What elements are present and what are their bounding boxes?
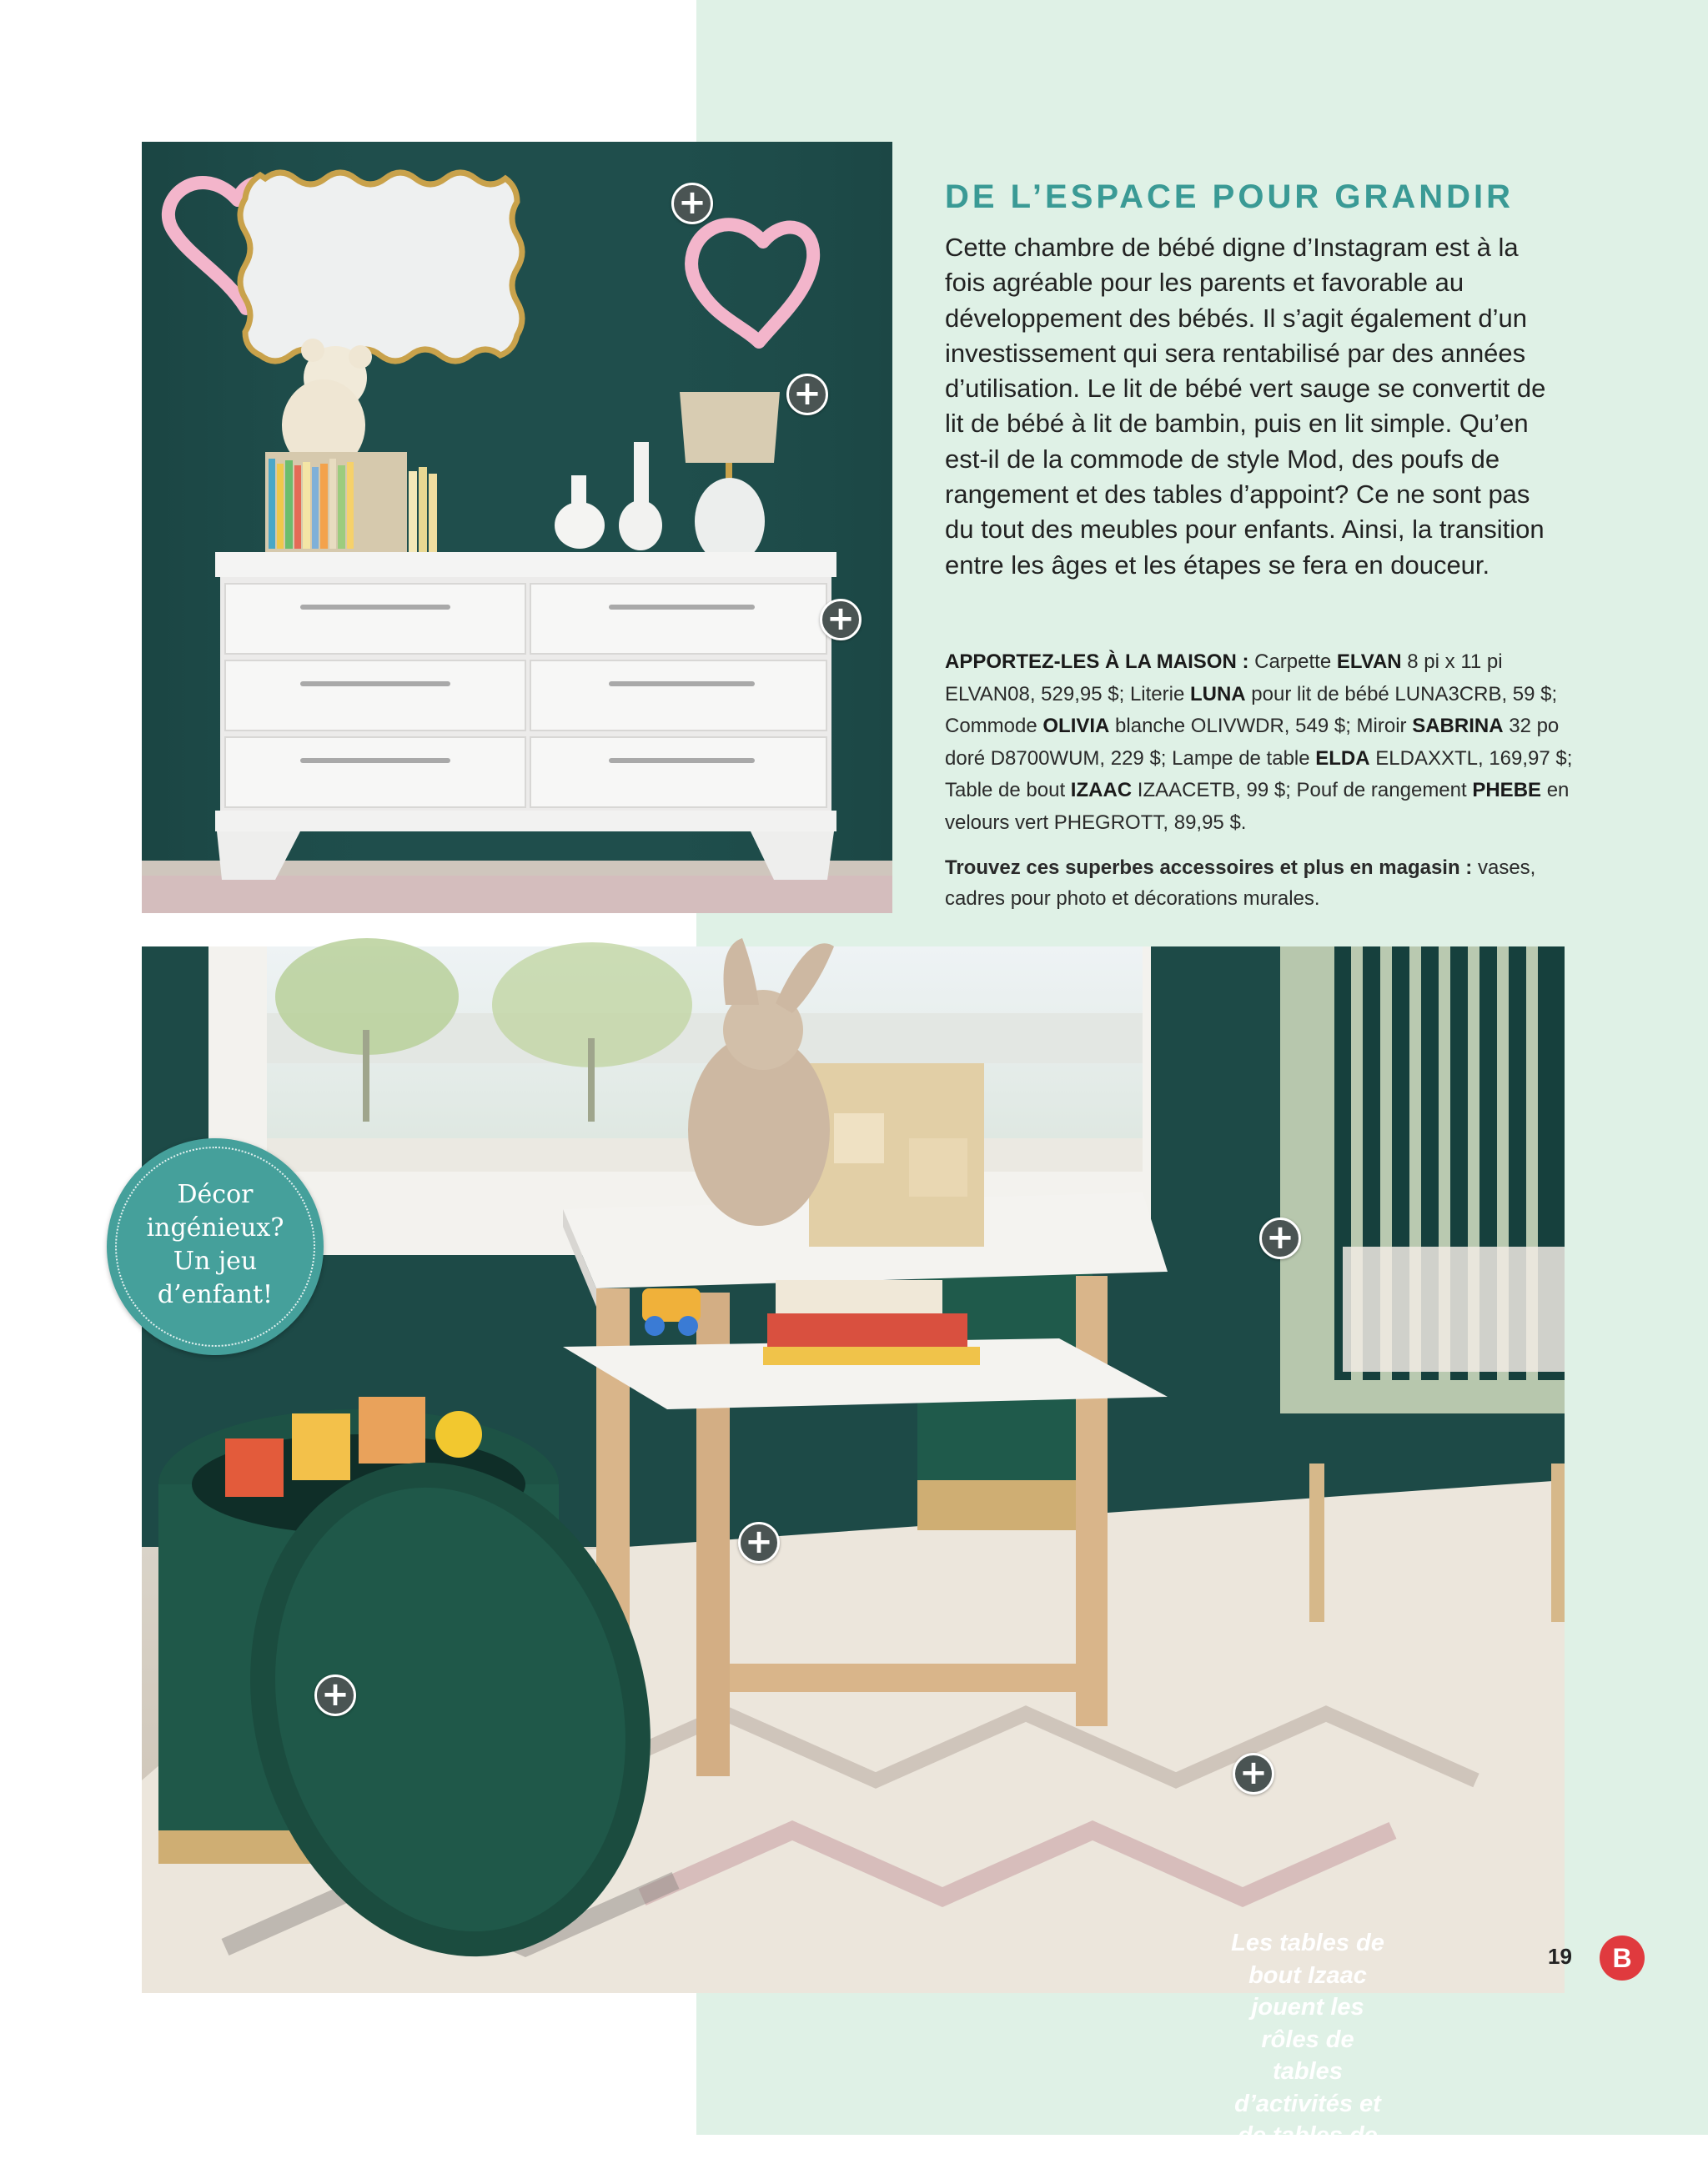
brand-logo-icon [1599, 1935, 1645, 1981]
credit-item: Carpette ELVAN 8 pi x 11 pi ELVAN08, 529,95 $; [945, 650, 1503, 705]
credit-item: Commode OLIVIA blanche OLIVWDR, 549 $; [945, 715, 1351, 738]
product-hotspot-side-table[interactable]: + [738, 1522, 780, 1564]
credit-item: Lampe de table ELDA ELDAXXTL, 169,97 $; [1172, 746, 1573, 770]
store-note-text: vases, cadres pour photo et décorations murales. [945, 856, 1536, 910]
credit-item: Table de bout IZAAC IZAACETB, 99 $; [945, 779, 1291, 802]
tip-badge [107, 1138, 324, 1355]
side-table-photo [142, 946, 1565, 2181]
dresser-drawers [225, 584, 826, 807]
credit-item: Pouf de rangement PHEBE en velours vert PHEGROTT, 89,95 $. [945, 779, 1570, 834]
page-number: 19 [1548, 1944, 1572, 1969]
wavy-mirror [240, 173, 522, 361]
article-intro: Cette chambre de bébé digne d’Instagram est à la fois agréable pour les parents et favorable au développement des bébés. Il s’agit également d’un investissement qui sera rentabilisé par des années d’utilisation. Le lit de bébé vert sauge se convertit de lit de bébé à lit de bambin, puis en lit simple. Qu’en est-il de la commode de style Mod, des poufs de rangement et des tables d’appoint? Ce ne sont pas du tout des meubles pour enfants. Ainsi, la transition entre les âges et les étapes se fera en douceur. [945, 233, 1546, 580]
side-table-scene-illustration [142, 946, 1565, 1993]
table-callout: Les tables de bout Izaac jouent les rôles de tables d’activités et de tables de nuit! [1231, 1930, 1384, 2181]
product-hotspot-storage-ottoman[interactable]: + [314, 1674, 356, 1716]
product-hotspot-mirror[interactable]: + [671, 183, 713, 224]
credits-label: APPORTEZ-LES À LA MAISON : [945, 650, 1249, 673]
credit-item: Literie LUNA pour lit de bébé LUNA3CRB, 59 $; [1129, 682, 1558, 705]
product-hotspot-crib[interactable]: + [1259, 1218, 1301, 1259]
dresser-scene-illustration [142, 142, 892, 913]
credit-item: Miroir SABRINA 32 po doré D8700WUM, 229 $; [945, 715, 1560, 770]
store-note-label: Trouvez ces superbes accessoires et plus en magasin : [945, 856, 1473, 879]
product-hotspot-lamp[interactable]: + [786, 374, 828, 415]
product-hotspot-rug[interactable]: + [1233, 1753, 1274, 1795]
store-accessories-note [945, 852, 1579, 914]
product-hotspot-dresser[interactable]: + [820, 599, 862, 640]
article-heading: DE L’ESPACE POUR GRANDIR [945, 178, 1514, 215]
dresser-photo [142, 142, 892, 913]
logo-letter: B [1612, 1943, 1632, 1973]
badge-text: Décor ingénieux? Un jeu d’enfant! [146, 1180, 284, 1309]
product-credits [945, 646, 1579, 840]
